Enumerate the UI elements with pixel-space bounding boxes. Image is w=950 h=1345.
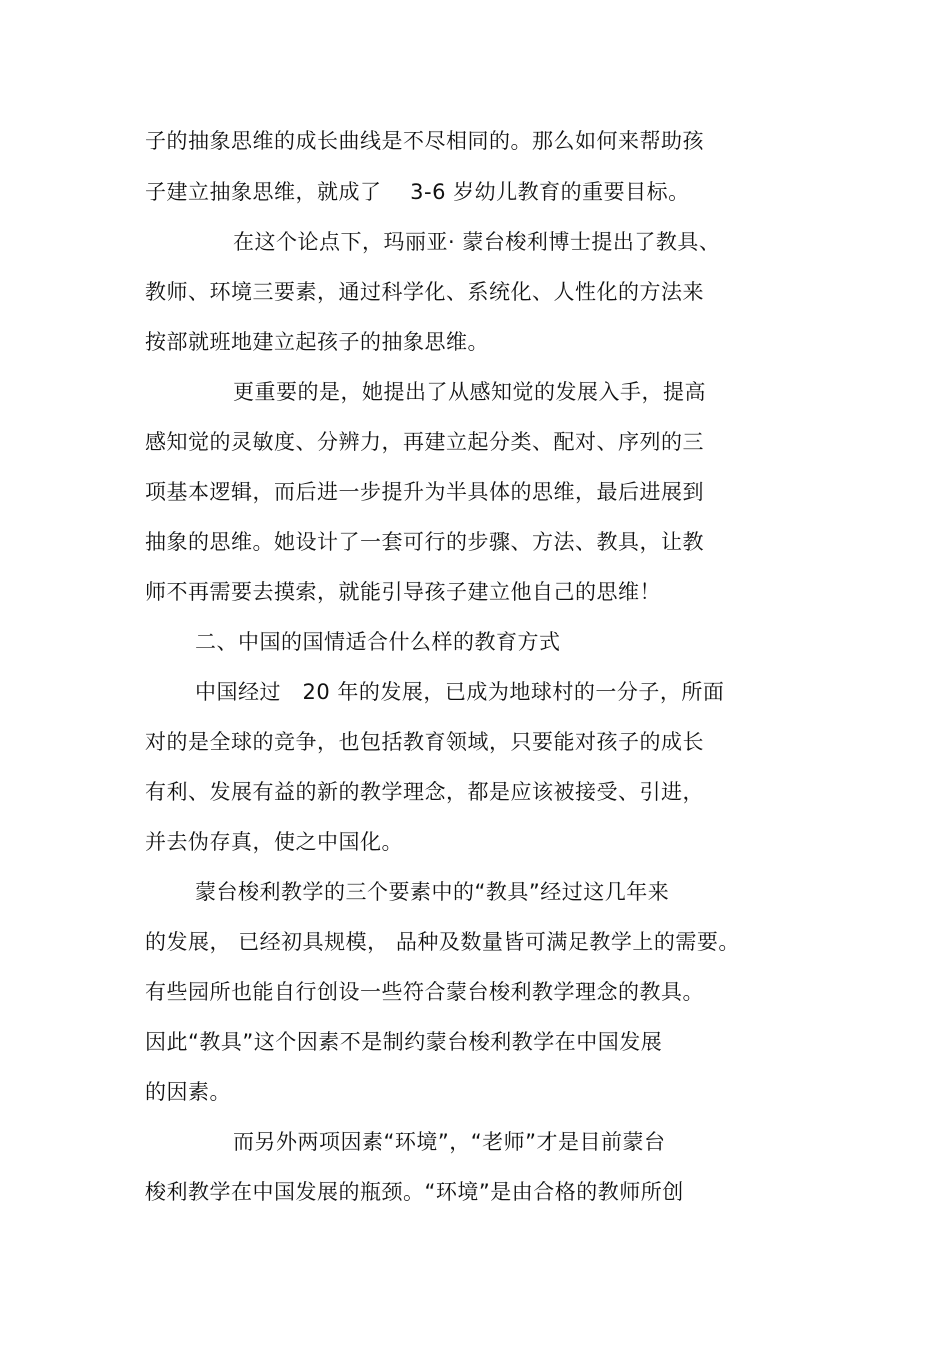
text-line: 有利、发展有益的新的教学理念，都是应该被接受、引进， (145, 780, 704, 804)
text-line: 有些园所也能自行创设一些符合蒙台梭利教学理念的教具。 (145, 980, 704, 1004)
text-line: 教师、环境三要素，通过科学化、系统化、人性化的方法来 (145, 280, 704, 304)
text-line: 抽象的思维。她设计了一套可行的步骤、方法、教具，让教 (145, 530, 704, 554)
paragraph-start-line: 蒙台梭利教学的三个要素中的“教具”经过这几年来 (195, 880, 670, 904)
text-line: 项基本逻辑，而后进一步提升为半具体的思维，最后进展到 (145, 480, 704, 504)
text-line: 并去伪存真，使之中国化。 (145, 830, 403, 854)
text-line: 师不再需要去摸索，就能引导孩子建立他自己的思维！ (145, 580, 661, 604)
paragraph-start-line: 在这个论点下，玛丽亚· 蒙台梭利博士提出了教具、 (233, 230, 721, 254)
paragraph-start-line: 而另外两项因素“环境”，“老师”才是目前蒙台 (233, 1130, 666, 1154)
text-line: 对的是全球的竞争，也包括教育领域，只要能对孩子的成长 (145, 730, 704, 754)
text-line: 感知觉的灵敏度、分辨力，再建立起分类、配对、序列的三 (145, 430, 704, 454)
text-line: 的发展， 已经初具规模， 品种及数量皆可满足教学上的需要。 (145, 930, 740, 954)
paragraph-start-line: 中国经过 20 年的发展，已成为地球村的一分子，所面 (195, 680, 725, 704)
paragraph-start-line: 更重要的是，她提出了从感知觉的发展入手，提高 (233, 380, 706, 404)
text-line: 按部就班地建立起孩子的抽象思维。 (145, 330, 489, 354)
text-line: 子的抽象思维的成长曲线是不尽相同的。那么如何来帮助孩 (145, 129, 704, 153)
section-heading: 二、中国的国情适合什么样的教育方式 (195, 630, 561, 654)
text-line: 子建立抽象思维，就成了 3-6 岁幼儿教育的重要目标。 (145, 180, 690, 204)
text-line: 梭利教学在中国发展的瓶颈。“环境”是由合格的教师所创 (145, 1180, 684, 1204)
text-line: 的因素。 (145, 1080, 231, 1104)
text-line: 因此“教具”这个因素不是制约蒙台梭利教学在中国发展 (145, 1030, 663, 1054)
